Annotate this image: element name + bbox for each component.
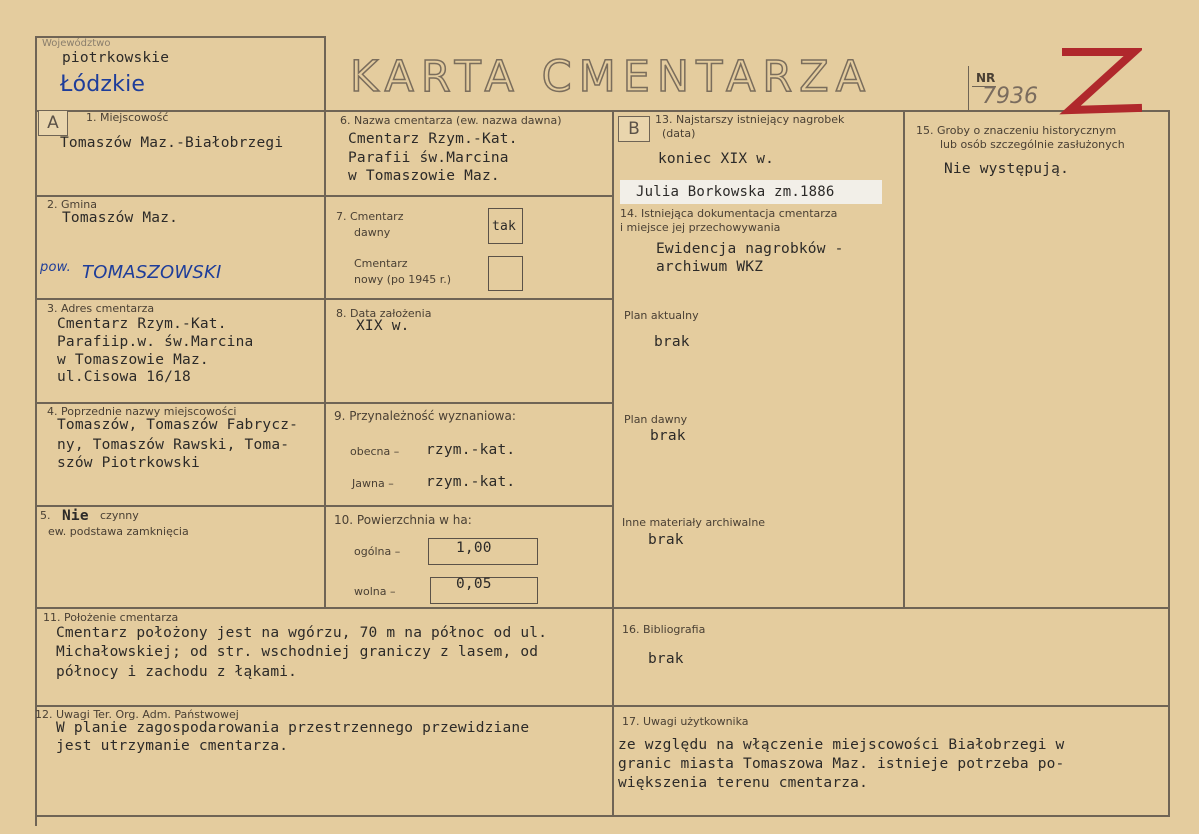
field14-label: 14. Istniejąca dokumentacja cmentarza bbox=[620, 207, 838, 220]
field5-label-2: ew. podstawa zamknięcia bbox=[48, 525, 189, 538]
section-b-box: B bbox=[618, 116, 650, 142]
field5-label-prefix: 5. bbox=[40, 509, 51, 522]
dawny-value: tak bbox=[492, 219, 517, 234]
field16-value: brak bbox=[648, 651, 684, 667]
field10-label: 10. Powierzchnia w ha: bbox=[334, 513, 472, 527]
field3-line-4: ul.Cisowa 16/18 bbox=[57, 369, 191, 385]
jawna-value: rzym.-kat. bbox=[426, 474, 516, 490]
plan-dawny-value: brak bbox=[650, 428, 686, 444]
field12-label: 12. Uwagi Ter. Org. Adm. Państwowej bbox=[35, 708, 239, 721]
field14-line-2: archiwum WKZ bbox=[656, 259, 764, 275]
field13-strip bbox=[620, 180, 882, 204]
plan-dawny-label: Plan dawny bbox=[624, 413, 688, 426]
field6-label: 6. Nazwa cmentarza (ew. nazwa dawna) bbox=[340, 114, 562, 127]
rule-r6 bbox=[35, 705, 1170, 707]
field5-label-tail: czynny bbox=[100, 509, 139, 522]
field1-label: 1. Miejscowość bbox=[86, 111, 169, 124]
field11-line-1: Cmentarz położony jest na wgórzu, 70 m na północ od ul. bbox=[56, 625, 548, 641]
field2-value: Tomaszów Maz. bbox=[62, 210, 179, 226]
ogolna-label: ogólna – bbox=[354, 545, 401, 558]
rule-r2 bbox=[35, 298, 614, 300]
field7-label: 7. Cmentarz bbox=[336, 210, 404, 223]
field14-label-b: i miejsce jej przechowywania bbox=[620, 221, 781, 234]
field17-line-2: granic miasta Tomaszowa Maz. istnieje potrzeba po- bbox=[618, 756, 1065, 772]
field8-label: 8. Data założenia bbox=[336, 307, 432, 320]
obecna-value: rzym.-kat. bbox=[426, 442, 516, 458]
field4-label: 4. Poprzednie nazwy miejscowości bbox=[47, 405, 237, 418]
border-right bbox=[1168, 112, 1170, 816]
field15-label-b: lub osób szczególnie zasłużonych bbox=[940, 138, 1125, 151]
rule-r1 bbox=[35, 195, 614, 197]
field2-label: 2. Gmina bbox=[47, 198, 97, 211]
rule-r5 bbox=[35, 607, 1170, 609]
field2-pow-prefix: pow. bbox=[40, 260, 71, 275]
field3-line-3: w Tomaszowie Maz. bbox=[57, 352, 209, 368]
nowy-label-b: nowy (po 1945 r.) bbox=[354, 273, 451, 286]
field17-line-3: większenia terenu cmentarza. bbox=[618, 775, 869, 791]
plan-aktualny-value: brak bbox=[654, 334, 690, 350]
field9-label: 9. Przynależność wyznaniowa: bbox=[334, 409, 516, 423]
field14-line-1: Ewidencja nagrobków - bbox=[656, 241, 844, 257]
field6-line-2: Parafii św.Marcina bbox=[348, 150, 509, 166]
rule-col1 bbox=[324, 110, 326, 607]
plan-aktualny-label: Plan aktualny bbox=[624, 309, 699, 322]
field1-value: Tomaszów Maz.-Białobrzegi bbox=[60, 135, 284, 151]
nr-label: NR bbox=[976, 71, 996, 85]
inne-value: brak bbox=[648, 532, 684, 548]
wolna-value: 0,05 bbox=[456, 576, 492, 592]
field11-line-3: północy i zachodu z łąkami. bbox=[56, 664, 298, 680]
section-a-box: A bbox=[38, 110, 68, 136]
field3-line-2: Parafiip.w. św.Marcina bbox=[57, 334, 254, 350]
field5-stamp: Nie bbox=[62, 508, 89, 524]
field13-label: 13. Najstarszy istniejący nagrobek bbox=[655, 113, 845, 126]
obecna-label: obecna – bbox=[350, 445, 400, 458]
rule-r4 bbox=[35, 505, 614, 507]
ogolna-value: 1,00 bbox=[456, 540, 492, 556]
rule-main-top bbox=[35, 110, 1170, 112]
card-title: KARTA CMENTARZA bbox=[350, 52, 873, 102]
field15-label: 15. Groby o znaczeniu historycznym bbox=[916, 124, 1117, 137]
field6-line-3: w Tomaszowie Maz. bbox=[348, 168, 500, 184]
nowy-label: Cmentarz bbox=[354, 257, 408, 270]
field3-line-1: Cmentarz Rzym.-Kat. bbox=[57, 316, 227, 332]
field17-line-1: ze względu na włączenie miejscowości Białobrzegi w bbox=[618, 737, 1065, 753]
nowy-checkbox bbox=[488, 256, 523, 291]
wojewodztwo-old: piotrkowskie bbox=[62, 50, 170, 66]
field7-label-b: dawny bbox=[354, 226, 391, 239]
rule-col2 bbox=[612, 110, 614, 816]
wolna-label: wolna – bbox=[354, 585, 396, 598]
wojewodztwo-label: Województwo bbox=[42, 38, 111, 49]
z-stamp-icon bbox=[1058, 44, 1142, 116]
rule-header-div bbox=[324, 36, 326, 112]
field11-line-2: Michałowskiej; od str. wschodniej graniczy z lasem, od bbox=[56, 644, 539, 660]
field4-line-3: szów Piotrkowski bbox=[57, 455, 200, 471]
field8-value: XIX w. bbox=[356, 318, 410, 334]
wojewodztwo-new: Łódzkie bbox=[60, 72, 146, 97]
rule-bottom bbox=[35, 815, 1170, 817]
field3-label: 3. Adres cmentarza bbox=[47, 302, 155, 315]
field17-label: 17. Uwagi użytkownika bbox=[622, 715, 749, 728]
field16-label: 16. Bibliografia bbox=[622, 623, 706, 636]
rule-col3 bbox=[903, 110, 905, 607]
jawna-label: Jawna – bbox=[352, 477, 394, 490]
field4-line-2: ny, Tomaszów Rawski, Toma- bbox=[57, 437, 290, 453]
field15-value: Nie występują. bbox=[944, 161, 1070, 177]
field13-value: koniec XIX w. bbox=[658, 151, 775, 167]
field11-label: 11. Położenie cmentarza bbox=[43, 611, 179, 624]
field13-label-b: (data) bbox=[662, 127, 696, 140]
inne-label: Inne materiały archiwalne bbox=[622, 516, 766, 529]
field2-pow-value: TOMASZOWSKI bbox=[82, 262, 222, 283]
nr-left-rule bbox=[968, 66, 969, 112]
field12-line-2: jest utrzymanie cmentarza. bbox=[56, 738, 289, 754]
field13-strip-text: Julia Borkowska zm.1886 bbox=[636, 184, 835, 200]
nr-value: 7936 bbox=[982, 84, 1038, 109]
field6-line-1: Cmentarz Rzym.-Kat. bbox=[348, 131, 518, 147]
field4-line-1: Tomaszów, Tomaszów Fabrycz- bbox=[57, 417, 299, 433]
rule-r3 bbox=[35, 402, 614, 404]
field12-line-1: W planie zagospodarowania przestrzennego przewidziane bbox=[56, 720, 530, 736]
